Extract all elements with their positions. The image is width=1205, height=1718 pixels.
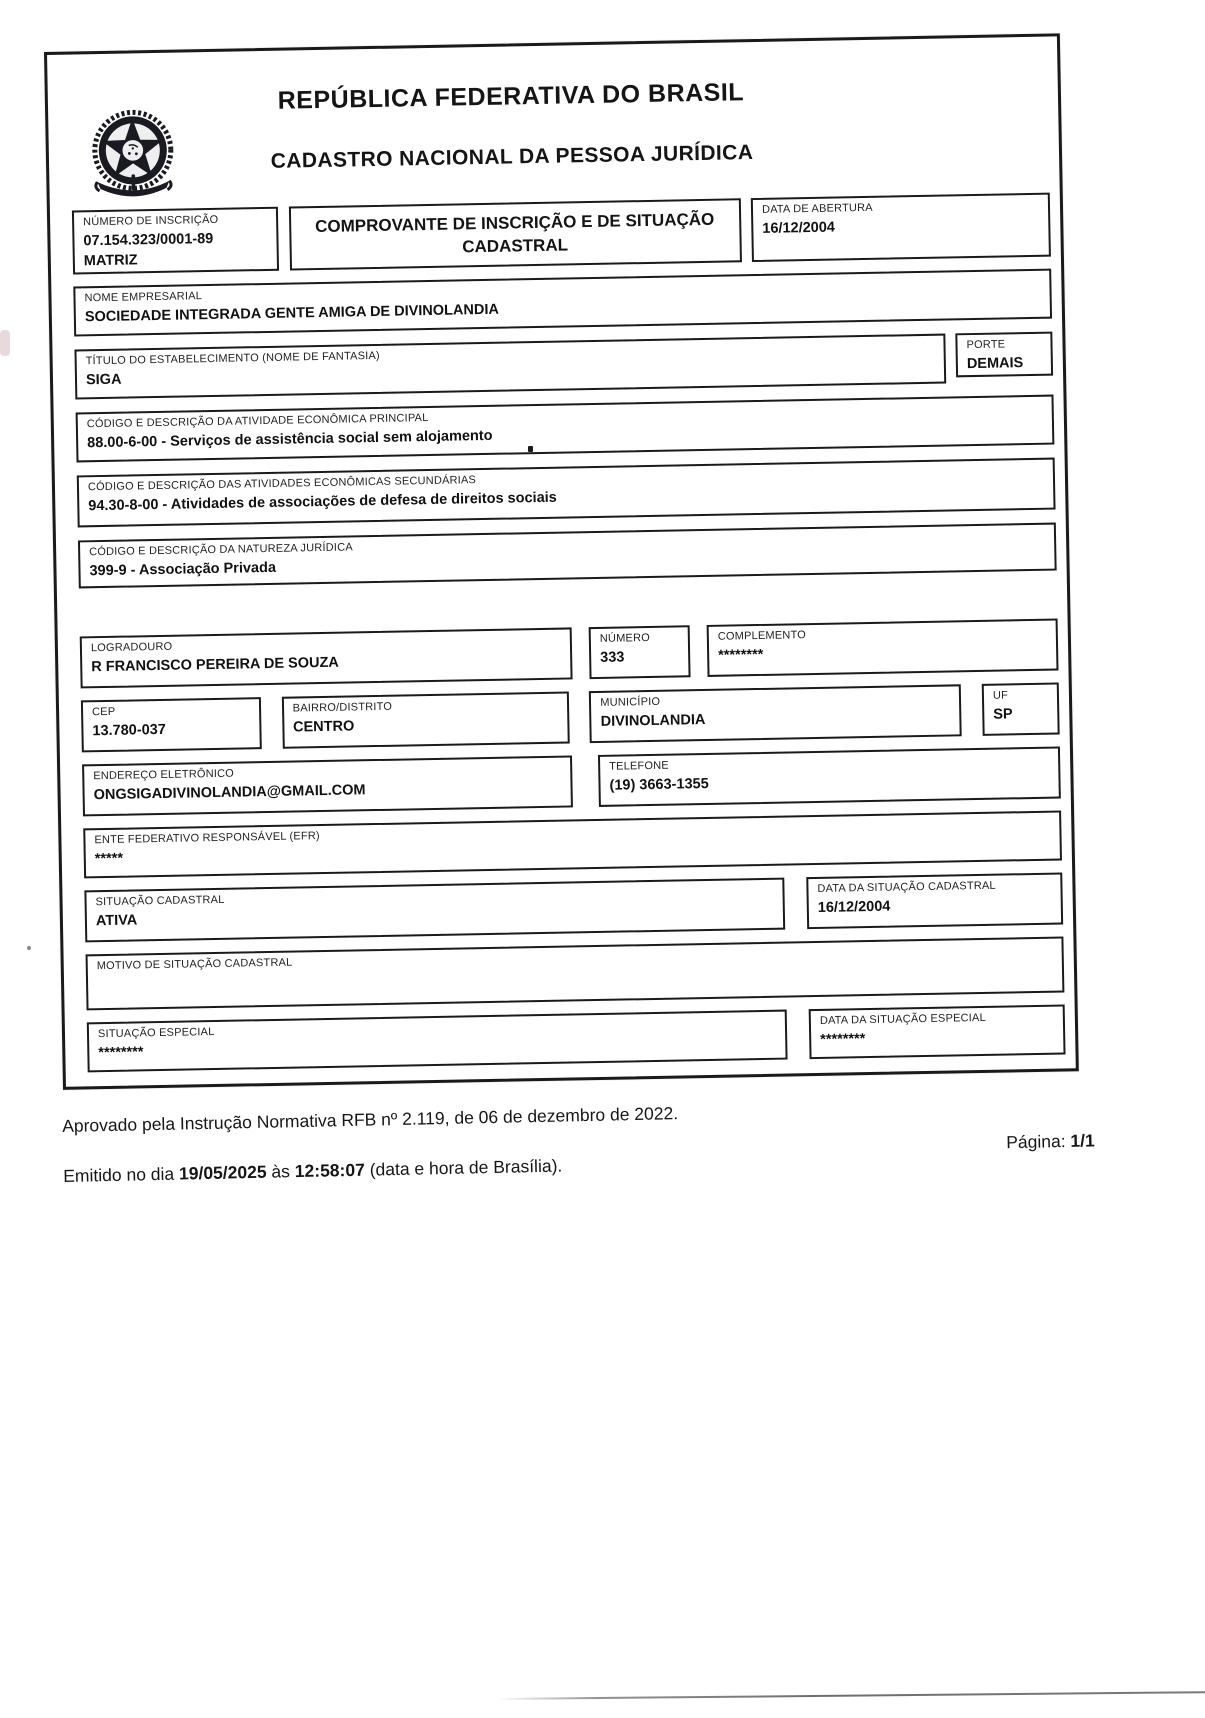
address-row-1 xyxy=(80,619,1059,689)
field-company-size xyxy=(955,332,1053,378)
scan-artifact-smudge xyxy=(0,330,10,356)
title-block xyxy=(69,51,1049,178)
field-opening-date xyxy=(751,193,1051,262)
field-value: 07.154.323/0001-89 xyxy=(83,230,214,250)
field-special-status xyxy=(87,1010,788,1073)
field-label: DATA DA SITUAÇÃO ESPECIAL xyxy=(819,1011,986,1027)
scan-artifact-dot xyxy=(528,446,533,452)
approval-note: Aprovado pela Instrução Normativa RFB nº 2.119, de 06 de dezembro de 2022. xyxy=(62,1103,679,1136)
document-title-box xyxy=(288,198,741,270)
field-label: PORTE xyxy=(966,338,1006,352)
field-label: COMPLEMENTO xyxy=(717,629,807,643)
field-value: ***** xyxy=(94,850,124,867)
field-complement xyxy=(707,619,1059,677)
field-status-reason xyxy=(86,936,1065,1010)
field-email xyxy=(82,755,573,816)
field-value: SP xyxy=(993,706,1013,723)
field-phone xyxy=(598,747,1061,807)
brazil-coat-of-arms-icon xyxy=(82,102,184,206)
special-status-row xyxy=(87,1004,1066,1072)
field-label: DATA DA SITUAÇÃO CADASTRAL xyxy=(817,879,996,895)
field-label: ENDEREÇO ELETRÔNICO xyxy=(93,767,235,783)
document-footer xyxy=(62,1094,1096,1226)
field-cep xyxy=(81,697,262,752)
field-label: TELEFONE xyxy=(609,759,669,773)
field-value: DIVINOLANDIA xyxy=(600,711,706,730)
field-secondary-activities xyxy=(77,458,1056,528)
field-value: ******** xyxy=(820,1030,866,1048)
field-label: MUNICÍPIO xyxy=(600,695,661,709)
issue-prefix: Emitido no dia xyxy=(63,1163,180,1186)
field-value: 94.30-8-00 - Atividades de associações de defesa de direitos sociais xyxy=(88,489,557,515)
field-value: ONGSIGADIVINOLANDIA@GMAIL.COM xyxy=(93,781,366,803)
field-value: 399-9 - Associação Privada xyxy=(89,559,277,580)
field-value: ATIVA xyxy=(95,912,138,929)
field-label: LOGRADOURO xyxy=(90,640,173,655)
field-value: ******** xyxy=(98,1044,144,1061)
inscription-type: MATRIZ xyxy=(83,252,138,270)
field-value: R FRANCISCO PEREIRA DE SOUZA xyxy=(91,654,339,675)
field-value: DEMAIS xyxy=(966,354,1024,372)
field-label: ENTE FEDERATIVO RESPONSÁVEL (EFR) xyxy=(94,830,320,847)
field-value: SOCIEDADE INTEGRADA GENTE AMIGA DE DIVINOLANDIA xyxy=(84,301,500,326)
field-value: 13.780-037 xyxy=(92,721,166,739)
field-value: CENTRO xyxy=(292,718,355,736)
status-row xyxy=(84,872,1063,942)
field-label: DATA DE ABERTURA xyxy=(761,201,873,216)
field-label: SITUAÇÃO CADASTRAL xyxy=(95,893,225,909)
field-value: 333 xyxy=(600,649,625,666)
field-label: SITUAÇÃO ESPECIAL xyxy=(97,1026,215,1041)
field-value: SIGA xyxy=(85,371,122,389)
issue-middle: às xyxy=(266,1161,295,1182)
field-status-date xyxy=(806,872,1063,929)
trade-name-row xyxy=(74,332,1053,400)
field-label: MOTIVO DE SITUAÇÃO CADASTRAL xyxy=(96,956,293,973)
page-value: 1/1 xyxy=(1070,1130,1095,1151)
field-state xyxy=(982,683,1060,736)
field-status xyxy=(84,878,785,943)
field-label: CÓDIGO E DESCRIÇÃO DA ATIVIDADE ECONÔMICA PRINCIPAL xyxy=(86,412,429,431)
field-label: CÓDIGO E DESCRIÇÃO DAS ATIVIDADES ECONÔMICAS SECUNDÁRIAS xyxy=(87,474,477,494)
field-company-name xyxy=(73,269,1052,337)
field-label: UF xyxy=(992,689,1009,702)
field-trade-name xyxy=(74,334,946,400)
issue-date: 19/05/2025 xyxy=(178,1161,267,1184)
issue-suffix: (data e hora de Brasília). xyxy=(364,1155,563,1180)
field-label: NÚMERO DE INSCRIÇÃO xyxy=(83,213,219,229)
field-efr xyxy=(83,810,1062,878)
country-title: REPÚBLICA FEDERATIVA DO BRASIL xyxy=(277,78,745,115)
field-street xyxy=(80,627,573,688)
address-row-2 xyxy=(81,683,1060,753)
field-district xyxy=(282,691,570,748)
field-city xyxy=(589,684,962,743)
field-value: (19) 3663-1355 xyxy=(609,775,709,794)
field-main-activity xyxy=(76,395,1055,463)
cnpj-certificate xyxy=(44,33,1079,1089)
page-label: Página: xyxy=(1006,1130,1071,1153)
page-indicator xyxy=(1006,1130,1095,1153)
field-label: CÓDIGO E DESCRIÇÃO DA NATUREZA JURÍDICA xyxy=(89,541,353,559)
field-value: 16/12/2004 xyxy=(762,219,836,237)
field-label: TÍTULO DO ESTABELECIMENTO (NOME DE FANTASIA) xyxy=(85,349,380,368)
field-label: CEP xyxy=(91,705,116,719)
field-value: 16/12/2004 xyxy=(817,898,891,916)
document-header xyxy=(69,51,1049,211)
field-inscription-number xyxy=(72,207,279,275)
field-value: ******** xyxy=(718,646,764,664)
field-number xyxy=(589,625,691,679)
contact-row xyxy=(82,747,1061,817)
field-label: NÚMERO xyxy=(599,631,651,645)
field-label: BAIRRO/DISTRITO xyxy=(292,700,393,715)
document-title: COMPROVANTE DE INSCRIÇÃO E DE SITUAÇÃO CADASTRAL xyxy=(314,209,715,257)
issue-time: 12:58:07 xyxy=(294,1159,366,1182)
scan-artifact-dot xyxy=(27,946,31,950)
field-label: NOME EMPRESARIAL xyxy=(84,290,203,305)
field-special-status-date xyxy=(809,1004,1066,1059)
registry-title: CADASTRO NACIONAL DA PESSOA JURÍDICA xyxy=(270,141,754,173)
issue-note xyxy=(63,1144,1095,1187)
scan-edge-line xyxy=(498,1691,1205,1700)
field-legal-nature xyxy=(78,523,1057,589)
field-value: 88.00-6-00 - Serviços de assistência social sem alojamento xyxy=(87,427,493,452)
